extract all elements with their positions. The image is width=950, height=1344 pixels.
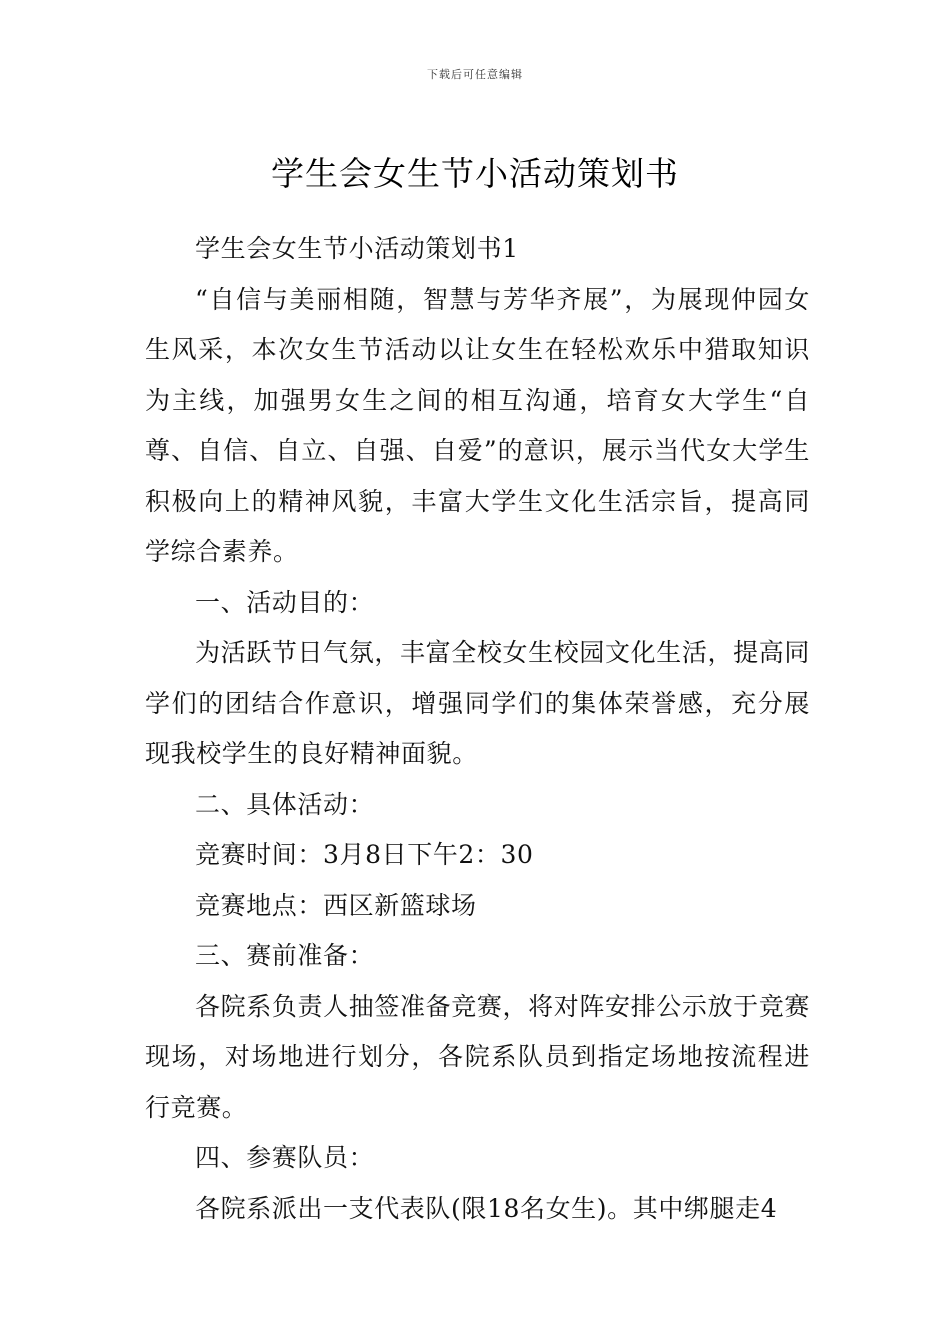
competition-time: 竞赛时间：3月8日下午2：30 (195, 840, 534, 869)
document-body (145, 224, 810, 1234)
intro-paragraph: “自信与美丽相随，智慧与芳华齐展”，为展现仲园女生风采，本次女生节活动以让女生在轻松欢乐中猎取知识为主线，加强男女生之间的相互沟通，培育女大学生“自尊、自信、自立、自强、自爱”的意识，展示当代女大学生积极向上的精神风貌，丰富大学生文化生活宗旨，提高同学综合素养。 (145, 284, 810, 566)
document-title: 学生会女生节小活动策划书 (271, 154, 679, 194)
subtitle-paragraph: 学生会女生节小活动策划书1 (195, 234, 519, 263)
competition-location: 竞赛地点：西区新篮球场 (195, 890, 477, 920)
section-heading-purpose: 一、活动目的： (195, 587, 375, 617)
header-note: 下载后可任意编辑 (427, 68, 523, 81)
section-heading-activities: 二、具体活动： (195, 789, 375, 819)
section-heading-participants: 四、参赛队员： (195, 1143, 375, 1172)
section-heading-preparation: 三、赛前准备： (195, 941, 375, 970)
participants-paragraph: 各院系派出一支代表队(限18名女生)。其中绑腿走4 (195, 1193, 778, 1223)
preparation-paragraph: 各院系负责人抽签准备竞赛，将对阵安排公示放于竞赛现场，对场地进行划分，各院系队员到指定场地按流程进行竞赛。 (145, 991, 810, 1122)
purpose-paragraph: 为活跃节日气氛，丰富全校女生校园文化生活，提高同学们的团结合作意识，增强同学们的集体荣誉感，充分展现我校学生的良好精神面貌。 (145, 638, 810, 768)
